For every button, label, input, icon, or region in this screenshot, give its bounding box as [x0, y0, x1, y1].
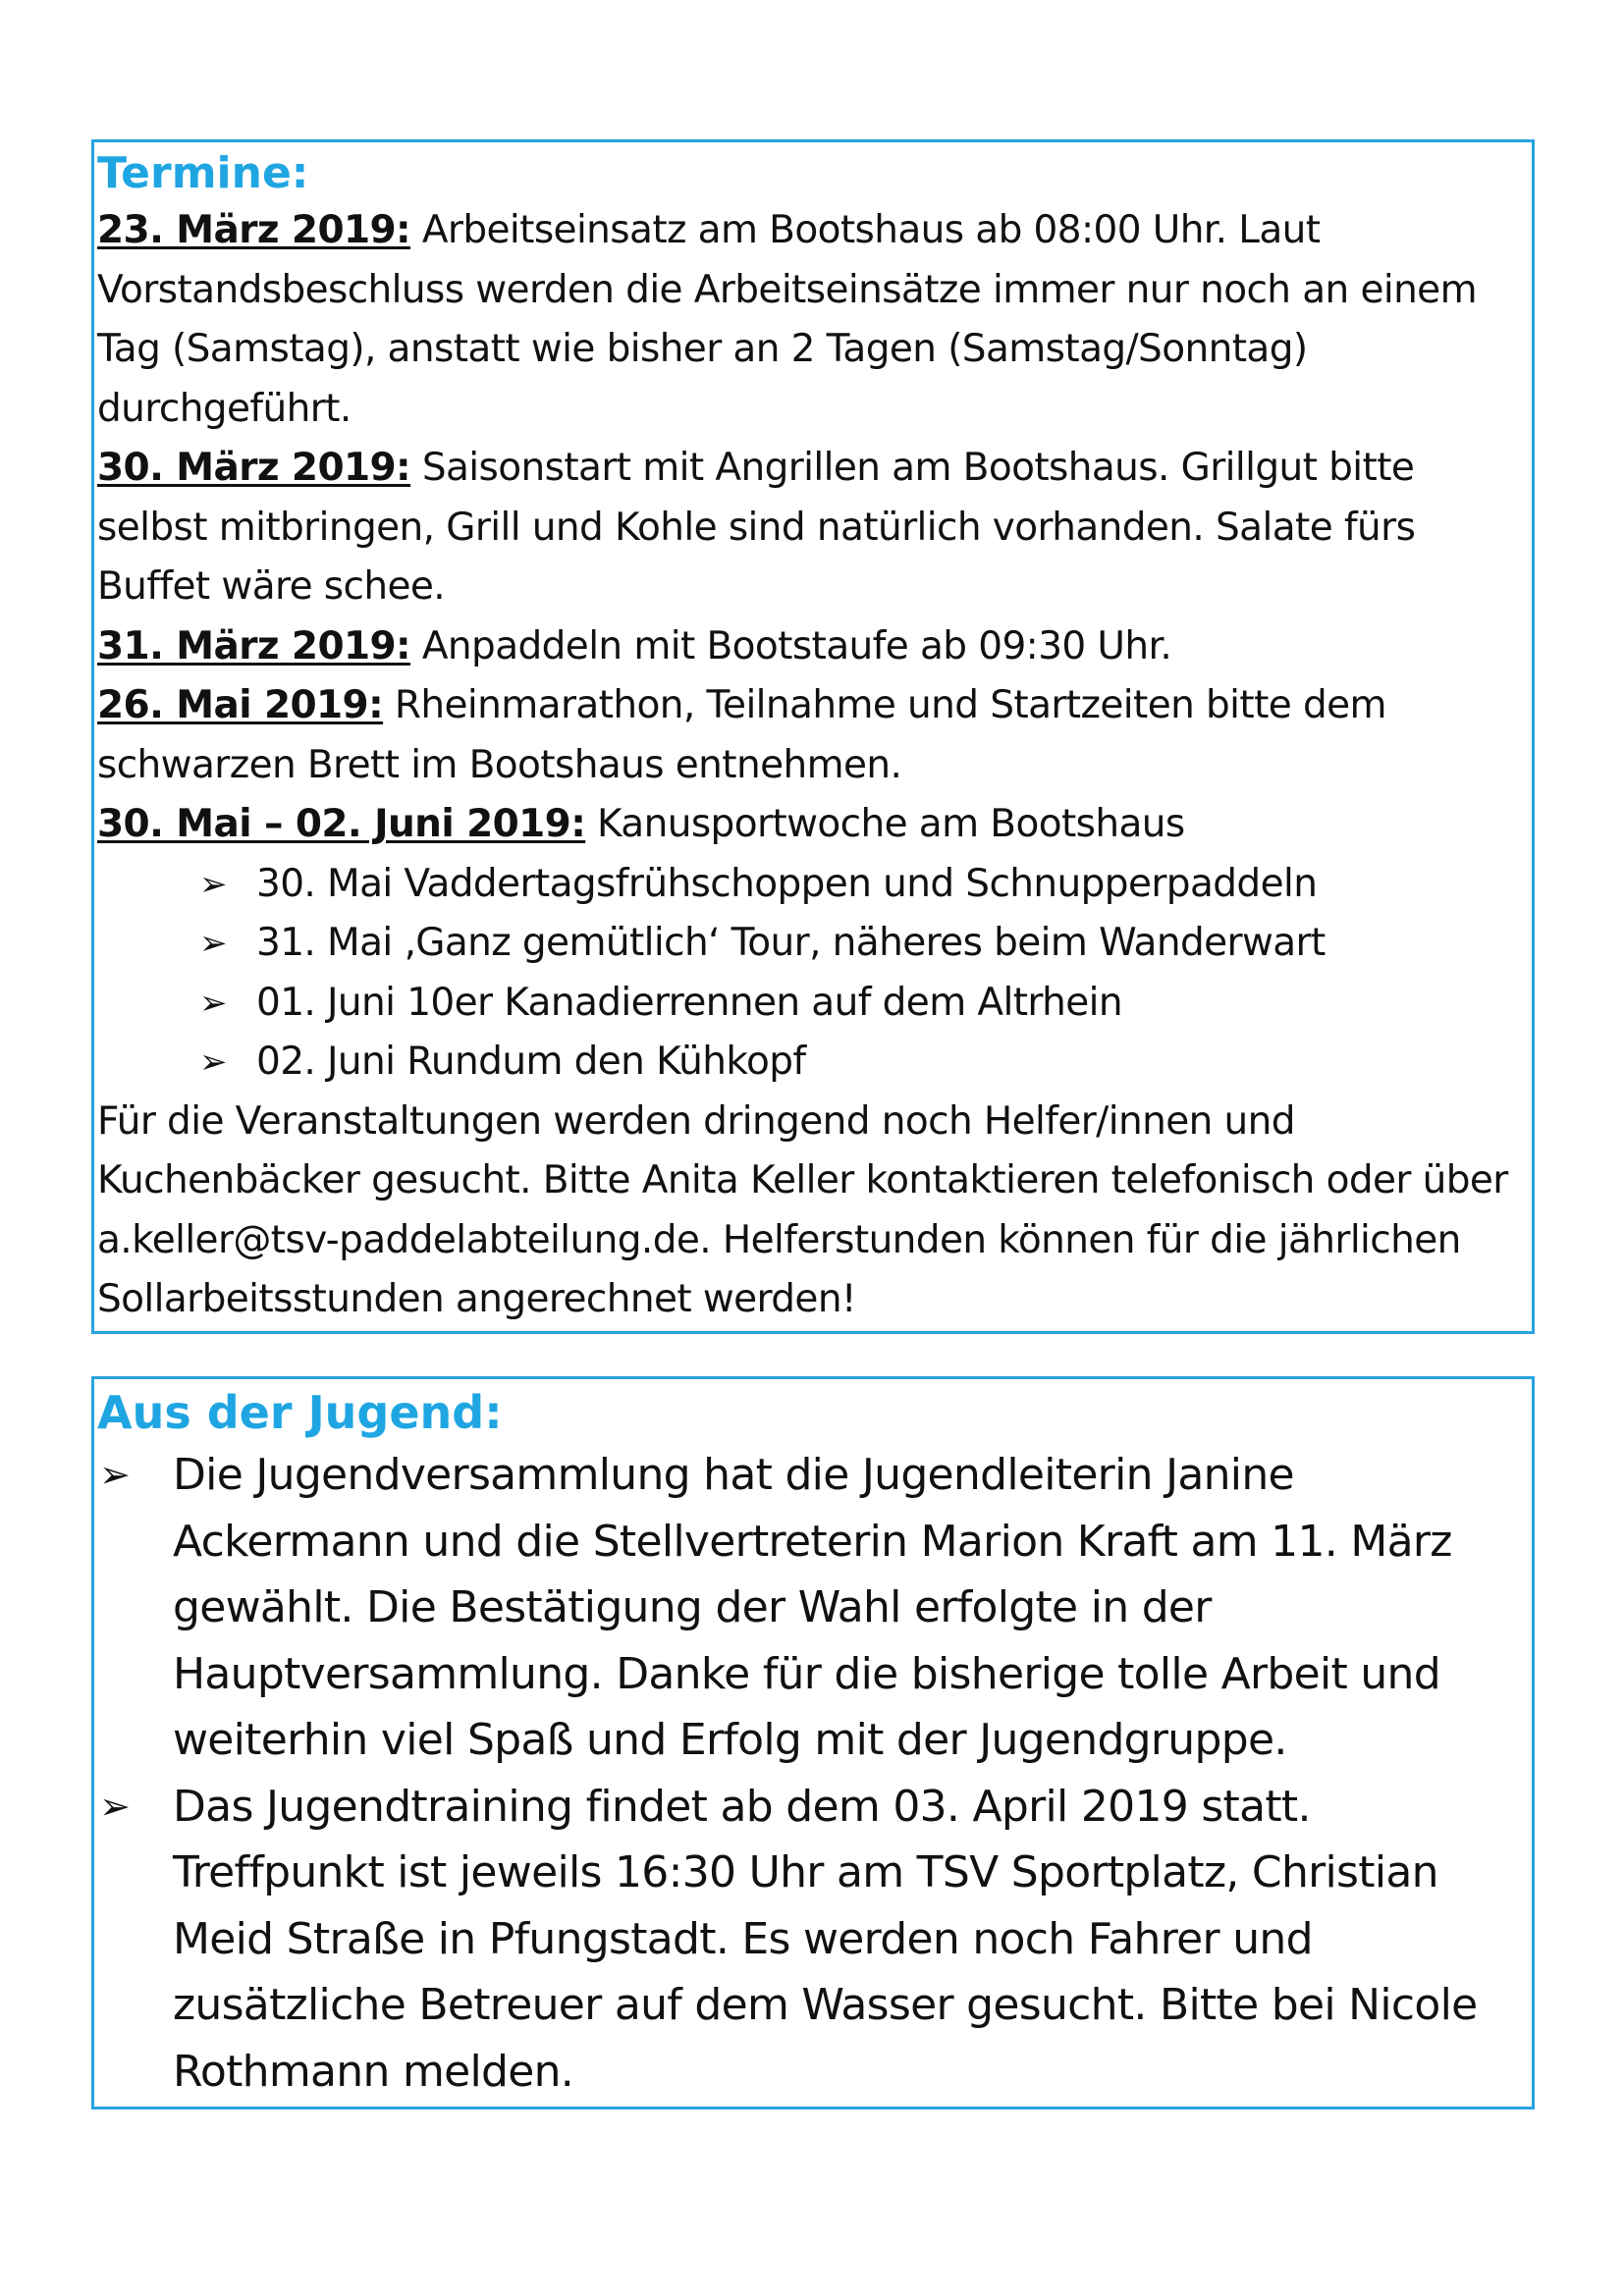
termine-body: [97, 201, 1532, 1330]
list-item: [97, 974, 1532, 1034]
list-item: [97, 1774, 1532, 2106]
entry-date: 30. März 2019:: [97, 446, 411, 490]
termine-entry: [97, 795, 1532, 855]
jugend-section: [91, 1376, 1535, 2109]
entry-text: Anpaddeln mit Bootstaufe ab 09:30 Uhr.: [410, 623, 1172, 668]
arrow-bullet-icon: ➢: [199, 924, 227, 963]
arrow-bullet-icon: ➢: [199, 1042, 227, 1082]
entry-date: 30. Mai – 02. Juni 2019:: [97, 802, 586, 846]
arrow-bullet-icon: ➢: [99, 1453, 131, 1496]
termine-section: [91, 139, 1535, 1334]
list-item: [97, 855, 1532, 915]
jugend-list: [97, 1442, 1532, 2105]
arrow-bullet-icon: ➢: [199, 864, 227, 904]
jugend-heading: Aus der Jugend:: [97, 1386, 503, 1439]
list-item-text: Das Jugendtraining findet ab dem 03. April 2019 statt. Treffpunkt ist jeweils 16:30 Uhr am TSV Sportplatz, Christian Meid Straße in Pfungstadt. Es werden noch Fahrer und zusätzliche Betreuer auf dem Wasser gesucht. Bitte bei Nicole Rothmann melden.: [173, 1781, 1478, 2097]
entry-text: Arbeitseinsatz am Bootshaus ab 08:00 Uhr. Laut Vorstandsbeschluss werden die Arbeitseinsätze immer nur noch an einem Tag (Samstag), anstatt wie bisher an 2 Tagen (Samstag/Sonntag) durchgeführt.: [97, 208, 1477, 431]
termine-closing: Für die Veranstaltungen werden dringend noch Helfer/innen und Kuchenbäcker gesucht. Bitte Anita Keller kontaktieren telefonisch oder über a.keller@tsv-paddelabteilung.de. Helferstunden können für die jährlichen Sollarbeitsstunden angerechnet werden!: [97, 1098, 1508, 1321]
list-item-text: 02. Juni Rundum den Kühkopf: [256, 1040, 806, 1084]
entry-text: Rheinmarathon, Teilnahme und Startzeiten bitte dem schwarzen Brett im Bootshaus entnehmen.: [97, 683, 1386, 787]
list-item-text: Die Jugendversammlung hat die Jugendleiterin Janine Ackermann und die Stellvertreterin Marion Kraft am 11. März gewählt. Die Bestätigung der Wahl erfolgte in der Hauptversammlung. Danke für die bisherige tolle Arbeit und weiterhin viel Spaß und Erfolg mit der Jugendgruppe.: [173, 1450, 1452, 1765]
list-item-text: 01. Juni 10er Kanadierrennen auf dem Altrhein: [256, 980, 1122, 1025]
kanusportwoche-list: [97, 855, 1532, 1093]
arrow-bullet-icon: ➢: [99, 1784, 131, 1828]
termine-entry: [97, 201, 1532, 439]
entry-date: 26. Mai 2019:: [97, 683, 384, 727]
entry-date: 31. März 2019:: [97, 623, 411, 668]
list-item-text: 31. Mai ‚Ganz gemütlich‘ Tour, näheres beim Wanderwart: [256, 921, 1326, 965]
termine-heading: Termine:: [97, 148, 309, 198]
list-item: [97, 914, 1532, 974]
entry-text: Saisonstart mit Angrillen am Bootshaus. Grillgut bitte selbst mitbringen, Grill und Kohle sind natürlich vorhanden. Salate fürs Buffet wäre schee.: [97, 446, 1416, 609]
list-item-text: 30. Mai Vaddertagsfrühschoppen und Schnupperpaddeln: [256, 861, 1318, 906]
arrow-bullet-icon: ➢: [199, 983, 227, 1023]
list-item: [97, 1033, 1532, 1093]
entry-text: Kanusportwoche am Bootshaus: [585, 802, 1185, 846]
termine-entry: [97, 617, 1532, 677]
entry-date: 23. März 2019:: [97, 208, 411, 252]
termine-entry: [97, 439, 1532, 617]
termine-entry: [97, 676, 1532, 795]
list-item: [97, 1442, 1532, 1774]
